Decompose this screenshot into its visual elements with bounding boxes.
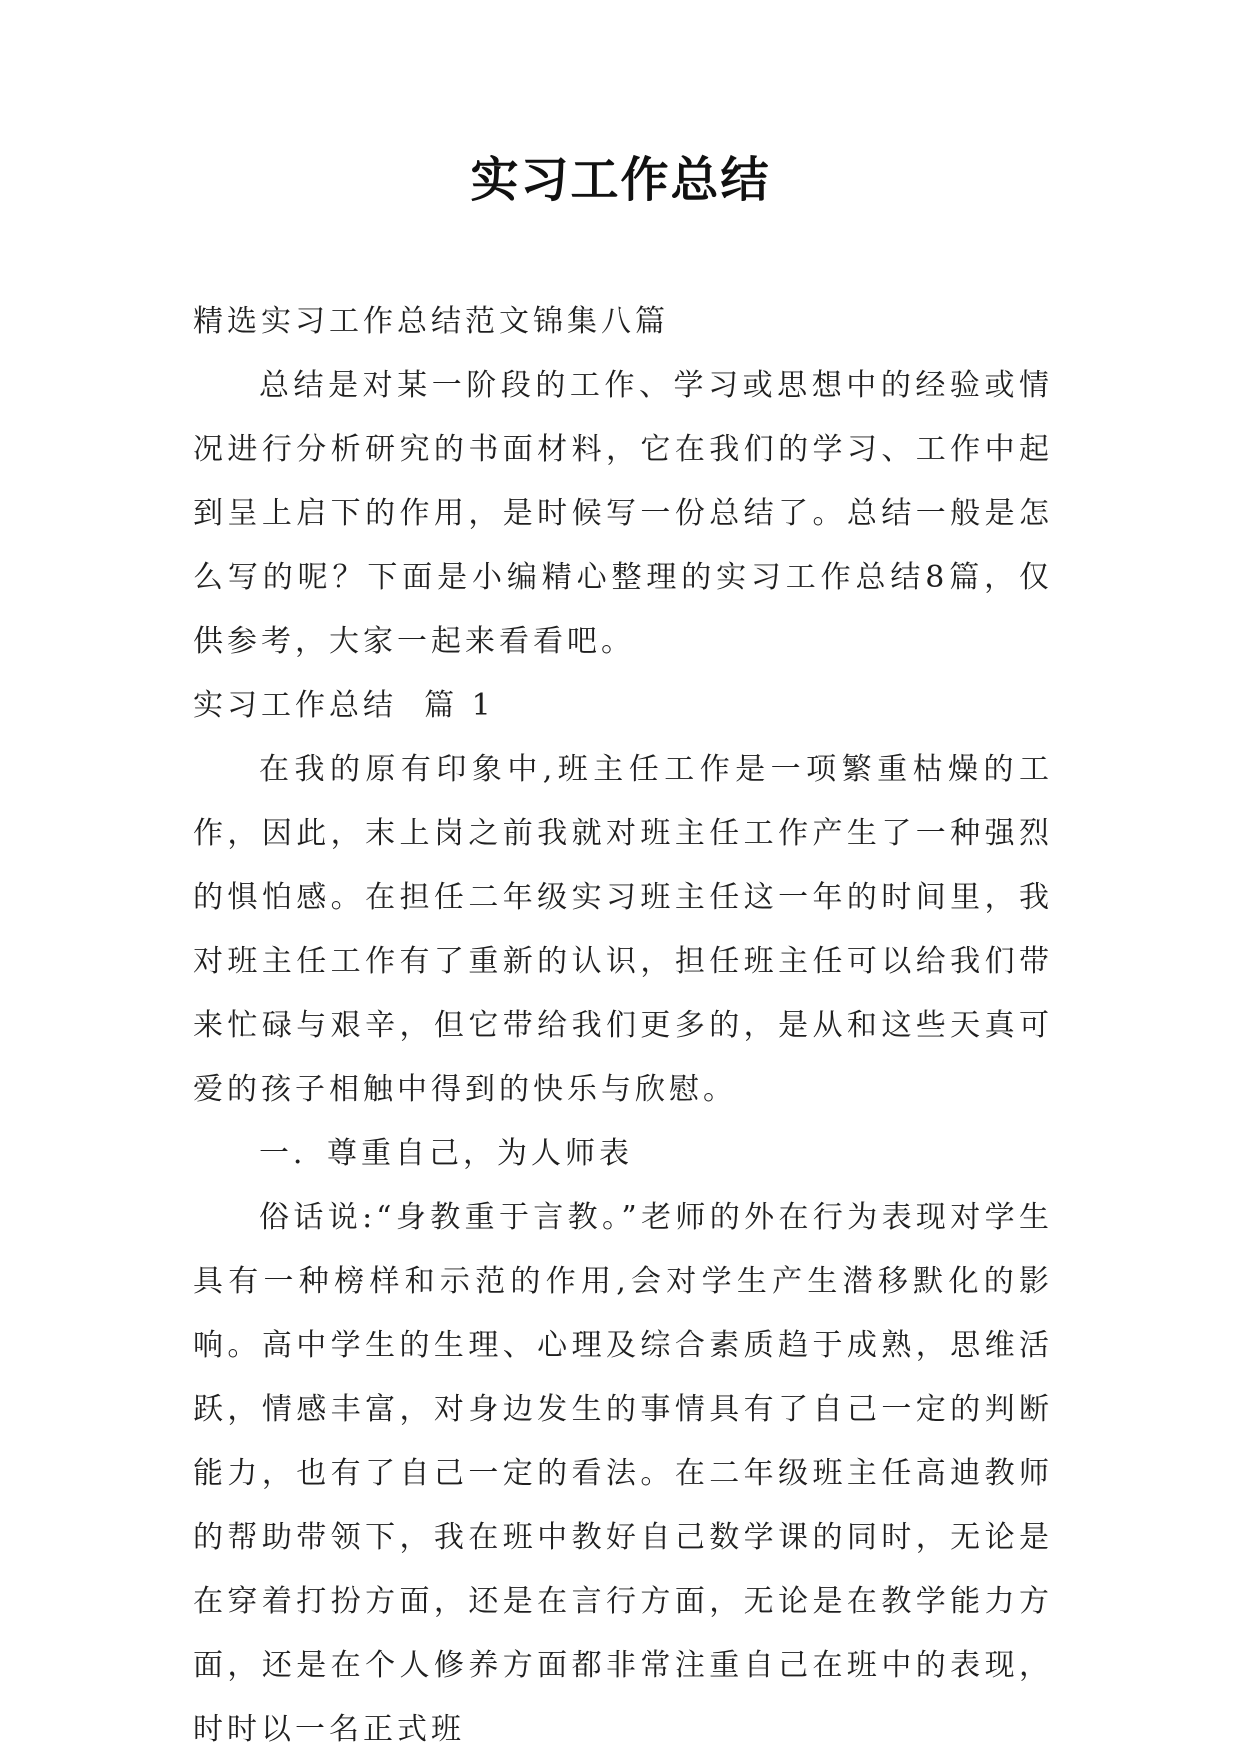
- body-paragraph-2: 俗话说:“身教重于言教。”老师的外在行为表现对学生具有一种榜样和示范的作用,会对学生产生潜移默化的影响。高中学生的生理、心理及综合素质趋于成熟，思维活跃，情感丰富，对身边发生的事情具有了自己一定的判断能力，也有了自己一定的看法。在二年级班主任高迪教师的帮助带领下，我在班中教好自己数学课的同时，无论是在穿着打扮方面，还是在言行方面，无论是在教学能力方面，还是在个人修养方面都非常注重自己在班中的表现，时时以一名正式班: [193, 1200, 1053, 1747]
- document-body: [193, 290, 1053, 1762]
- intro-paragraph: 总结是对某一阶段的工作、学习或思想中的经验或情况进行分析研究的书面材料，它在我们的学习、工作中起到呈上启下的作用，是时候写一份总结了。总结一般是怎么写的呢？下面是小编精心整理的实习工作总结8篇，仅供参考，大家一起来看看吧。: [193, 368, 1053, 659]
- document-subtitle: 精选实习工作总结范文锦集八篇: [193, 304, 669, 339]
- section-heading: 实习工作总结 篇 1: [193, 688, 495, 723]
- document-title: 实习工作总结: [470, 152, 771, 208]
- subheading-1: 一．尊重自己，为人师表: [259, 1136, 633, 1171]
- body-paragraph-1: 在我的原有印象中,班主任工作是一项繁重枯燥的工作，因此，末上岗之前我就对班主任工作产生了一种强烈的惧怕感。在担任二年级实习班主任这一年的时间里，我对班主任工作有了重新的认识，担任班主任可以给我们带来忙碌与艰辛，但它带给我们更多的，是从和这些天真可爱的孩子相触中得到的快乐与欣慰。: [193, 752, 1053, 1107]
